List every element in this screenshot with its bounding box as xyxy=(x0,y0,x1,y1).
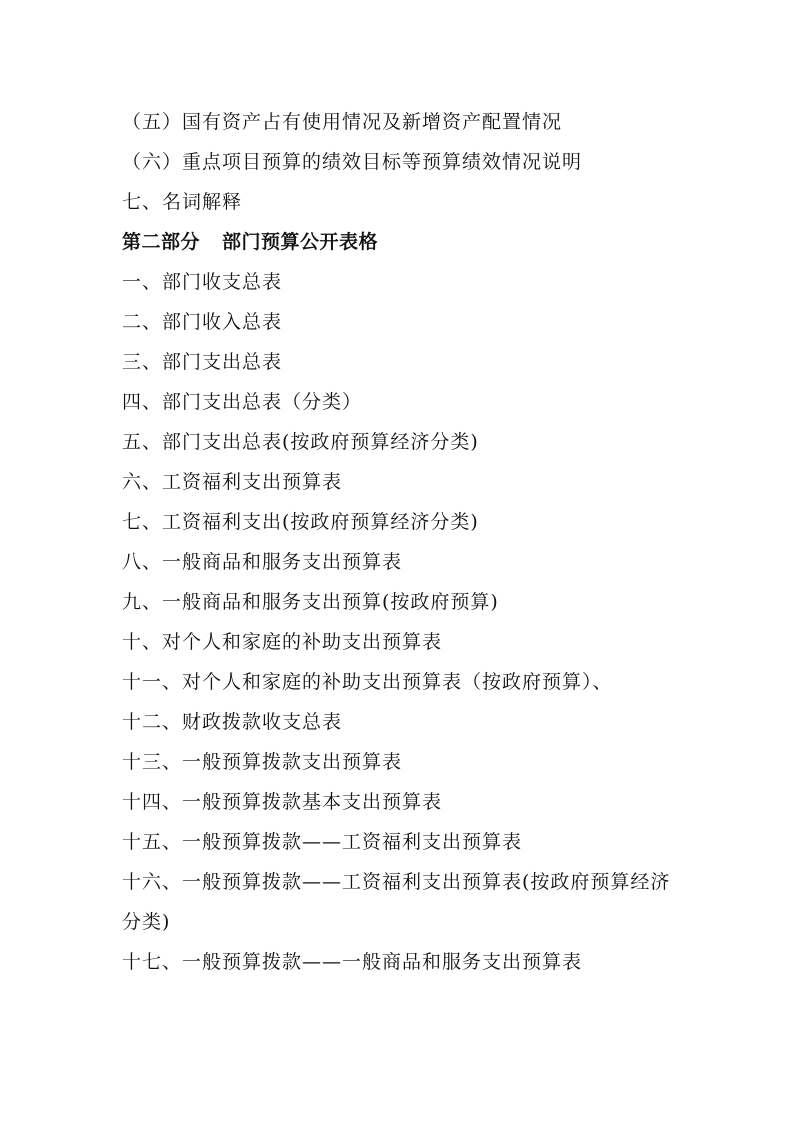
section-heading-part: 第二部分 xyxy=(122,231,201,253)
table-of-contents xyxy=(122,102,682,982)
toc-item: 十、对个人和家庭的补助支出预算表 xyxy=(122,631,443,653)
toc-item: 十二、财政拨款收支总表 xyxy=(122,711,343,733)
toc-item: 四、部门支出总表（分类） xyxy=(122,391,363,413)
toc-item: 五、部门支出总表(按政府预算经济分类) xyxy=(122,431,479,453)
toc-item: 九、一般商品和服务支出预算(按政府预算) xyxy=(122,591,499,613)
toc-item: 二、部门收入总表 xyxy=(122,311,283,333)
toc-item: 三、部门支出总表 xyxy=(122,351,283,373)
section-heading xyxy=(122,222,682,262)
toc-item: 十三、一般预算拨款支出预算表 xyxy=(122,751,403,773)
toc-item: 十七、一般预算拨款——一般商品和服务支出预算表 xyxy=(122,951,583,973)
toc-item: 六、工资福利支出预算表 xyxy=(122,471,343,493)
toc-item: 一、部门收支总表 xyxy=(122,271,283,293)
toc-item: 十一、对个人和家庭的补助支出预算表（按政府预算）、 xyxy=(122,671,613,693)
toc-item: 十四、一般预算拨款基本支出预算表 xyxy=(122,791,443,813)
toc-item: 十五、一般预算拨款——工资福利支出预算表 xyxy=(122,831,523,853)
toc-item: （六）重点项目预算的绩效目标等预算绩效情况说明 xyxy=(122,151,583,173)
toc-item: 七、工资福利支出(按政府预算经济分类) xyxy=(122,511,479,533)
toc-item: （五）国有资产占有使用情况及新增资产配置情况 xyxy=(122,111,563,133)
section-heading-title: 部门预算公开表格 xyxy=(222,231,379,253)
toc-item: 七、名词解释 xyxy=(122,191,243,213)
toc-item: 十六、一般预算拨款——工资福利支出预算表(按政府预算经济分类) xyxy=(122,871,671,933)
toc-item: 八、一般商品和服务支出预算表 xyxy=(122,551,403,573)
